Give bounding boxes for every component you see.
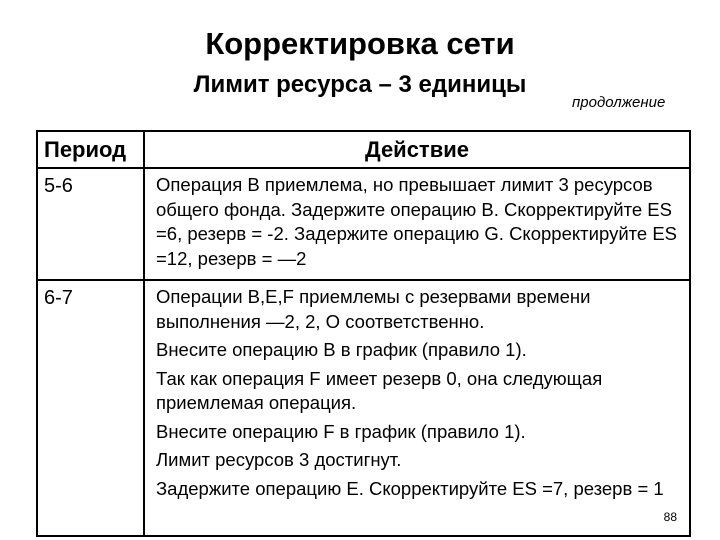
actions-table xyxy=(36,130,691,537)
slide-subtitle: Лимит ресурса – 3 единицы xyxy=(193,71,527,98)
period-cell: 5-6 xyxy=(37,168,144,280)
action-paragraph: Внесите операцию F в график (правило 1). xyxy=(156,420,526,442)
column-header-action: Действие xyxy=(144,131,690,168)
action-paragraph: Операции В,Е,F приемлемы с резервами времени выполнения —2, 2, О соответственно. xyxy=(156,286,591,332)
continuation-label: продолжение xyxy=(572,94,666,111)
table-header-row xyxy=(37,131,690,168)
action-paragraph: Внесите операцию В в график (правило 1). xyxy=(156,339,527,360)
action-paragraph: Операция В приемлема, но превышает лимит 3 ресурсов общего фонда. Задержите операцию В. Скорректируйте ES =6, резерв = -2. Задержите операцию G. Скорректируйте ES =12, резерв = —2 xyxy=(156,174,678,269)
action-paragraph: Так как операция F имеет резерв 0, она следующая приемлемая операция. xyxy=(156,367,603,413)
action-paragraph: Лимит ресурсов 3 достигнут. xyxy=(156,449,402,470)
action-cell xyxy=(144,168,690,280)
slide-title: Корректировка сети xyxy=(205,26,515,61)
column-header-period: Период xyxy=(37,131,144,168)
table-row xyxy=(37,280,690,536)
action-cell xyxy=(144,280,690,536)
action-paragraph: Задержите операцию Е. Скорректируйте ES =7, резерв = 1 xyxy=(156,477,664,499)
period-cell: 6-7 xyxy=(37,280,144,536)
page-number: 88 xyxy=(663,509,677,524)
table-row xyxy=(37,168,690,280)
